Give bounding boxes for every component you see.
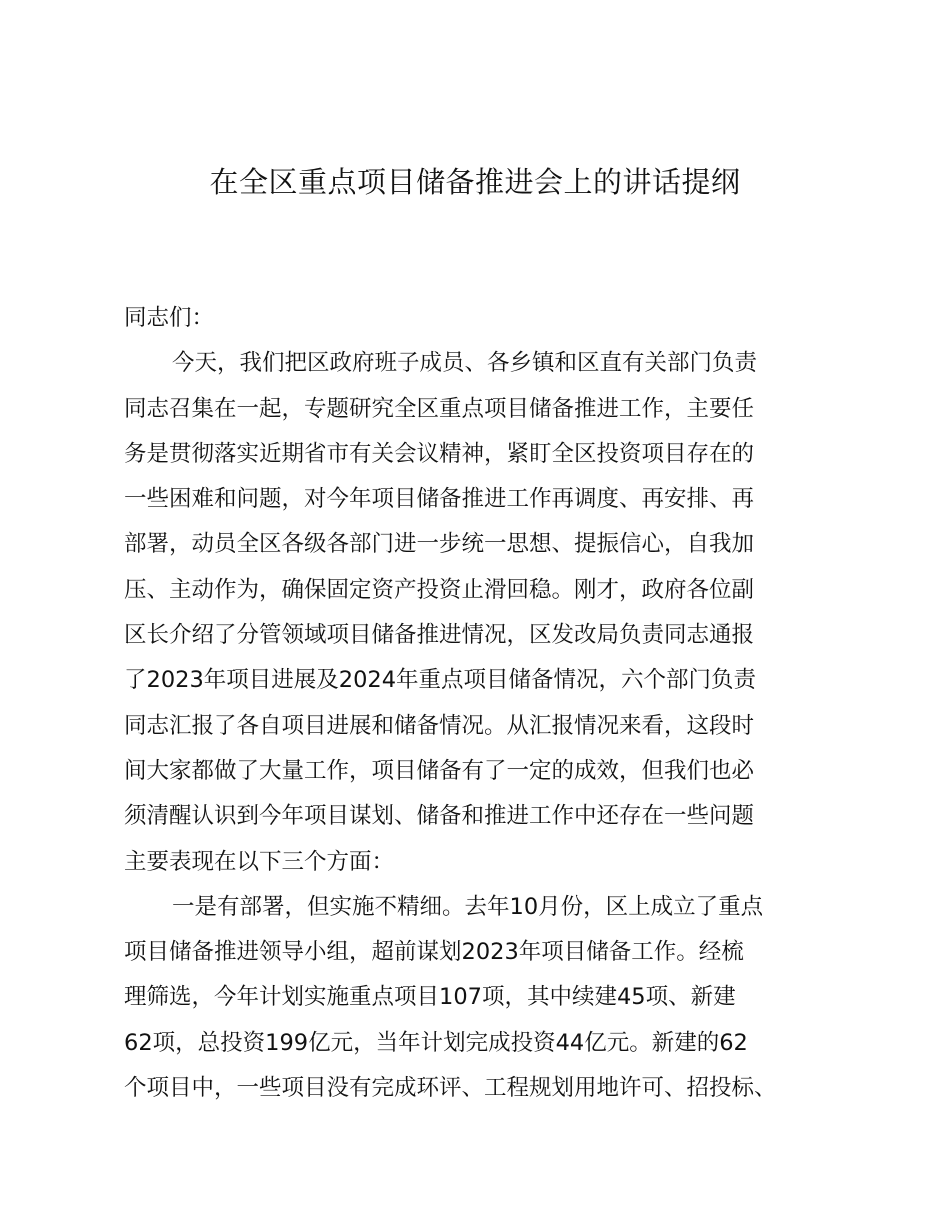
paragraph-line: 主要表现在以下三个方面： [124,848,395,875]
paragraph-line: 同志汇报了各自项目进展和储备情况。从汇报情况来看，这段时 [124,712,755,739]
paragraph-line: 项目储备推进领导小组，超前谋划2023年项目储备工作。经梳 [124,939,744,966]
paragraph-line: 区长介绍了分管领域项目储备推进情况，区发改局负责同志通报 [124,622,755,649]
paragraph-line: 务是贯彻落实近期省市有关会议精神，紧盯全区投资项目存在的 [124,440,755,467]
paragraph-line: 间大家都做了大量工作，项目储备有了一定的成效，但我们也必 [124,757,755,784]
paragraph-line: 一些困难和问题，对今年项目储备推进工作再调度、再安排、再 [124,486,755,513]
salutation: 同志们： [124,305,215,331]
paragraph-line: 同志召集在一起，专题研究全区重点项目储备推进工作，主要任 [124,395,755,422]
paragraph-line: 了2023年项目进展及2024年重点项目储备情况，六个部门负责 [124,667,757,694]
paragraph-line: 今天，我们把区政府班子成员、各乡镇和区直有关部门负责 [172,350,758,377]
paragraph-line: 62项，总投资199亿元，当年计划完成投资44亿元。新建的62 [124,1029,748,1056]
paragraph-line: 一是有部署，但实施不精细。去年10月份，区上成立了重点 [172,893,764,920]
paragraph-line: 压、主动作为，确保固定资产投资止滑回稳。刚才，政府各位副 [124,576,755,603]
paragraph-line: 个项目中，一些项目没有完成环评、工程规划用地许可、招投标、 [124,1075,777,1102]
document-body [124,296,830,1111]
paragraph-line: 理筛选，今年计划实施重点项目107项，其中续建45项、新建 [124,984,736,1011]
document-title: 在全区重点项目储备推进会上的讲话提纲 [209,165,741,199]
paragraph-line: 部署，动员全区各级各部门进一步统一思想、提振信心，自我加 [124,531,755,558]
paragraph-line: 须清醒认识到今年项目谋划、储备和推进工作中还存在一些问题 [124,803,755,830]
